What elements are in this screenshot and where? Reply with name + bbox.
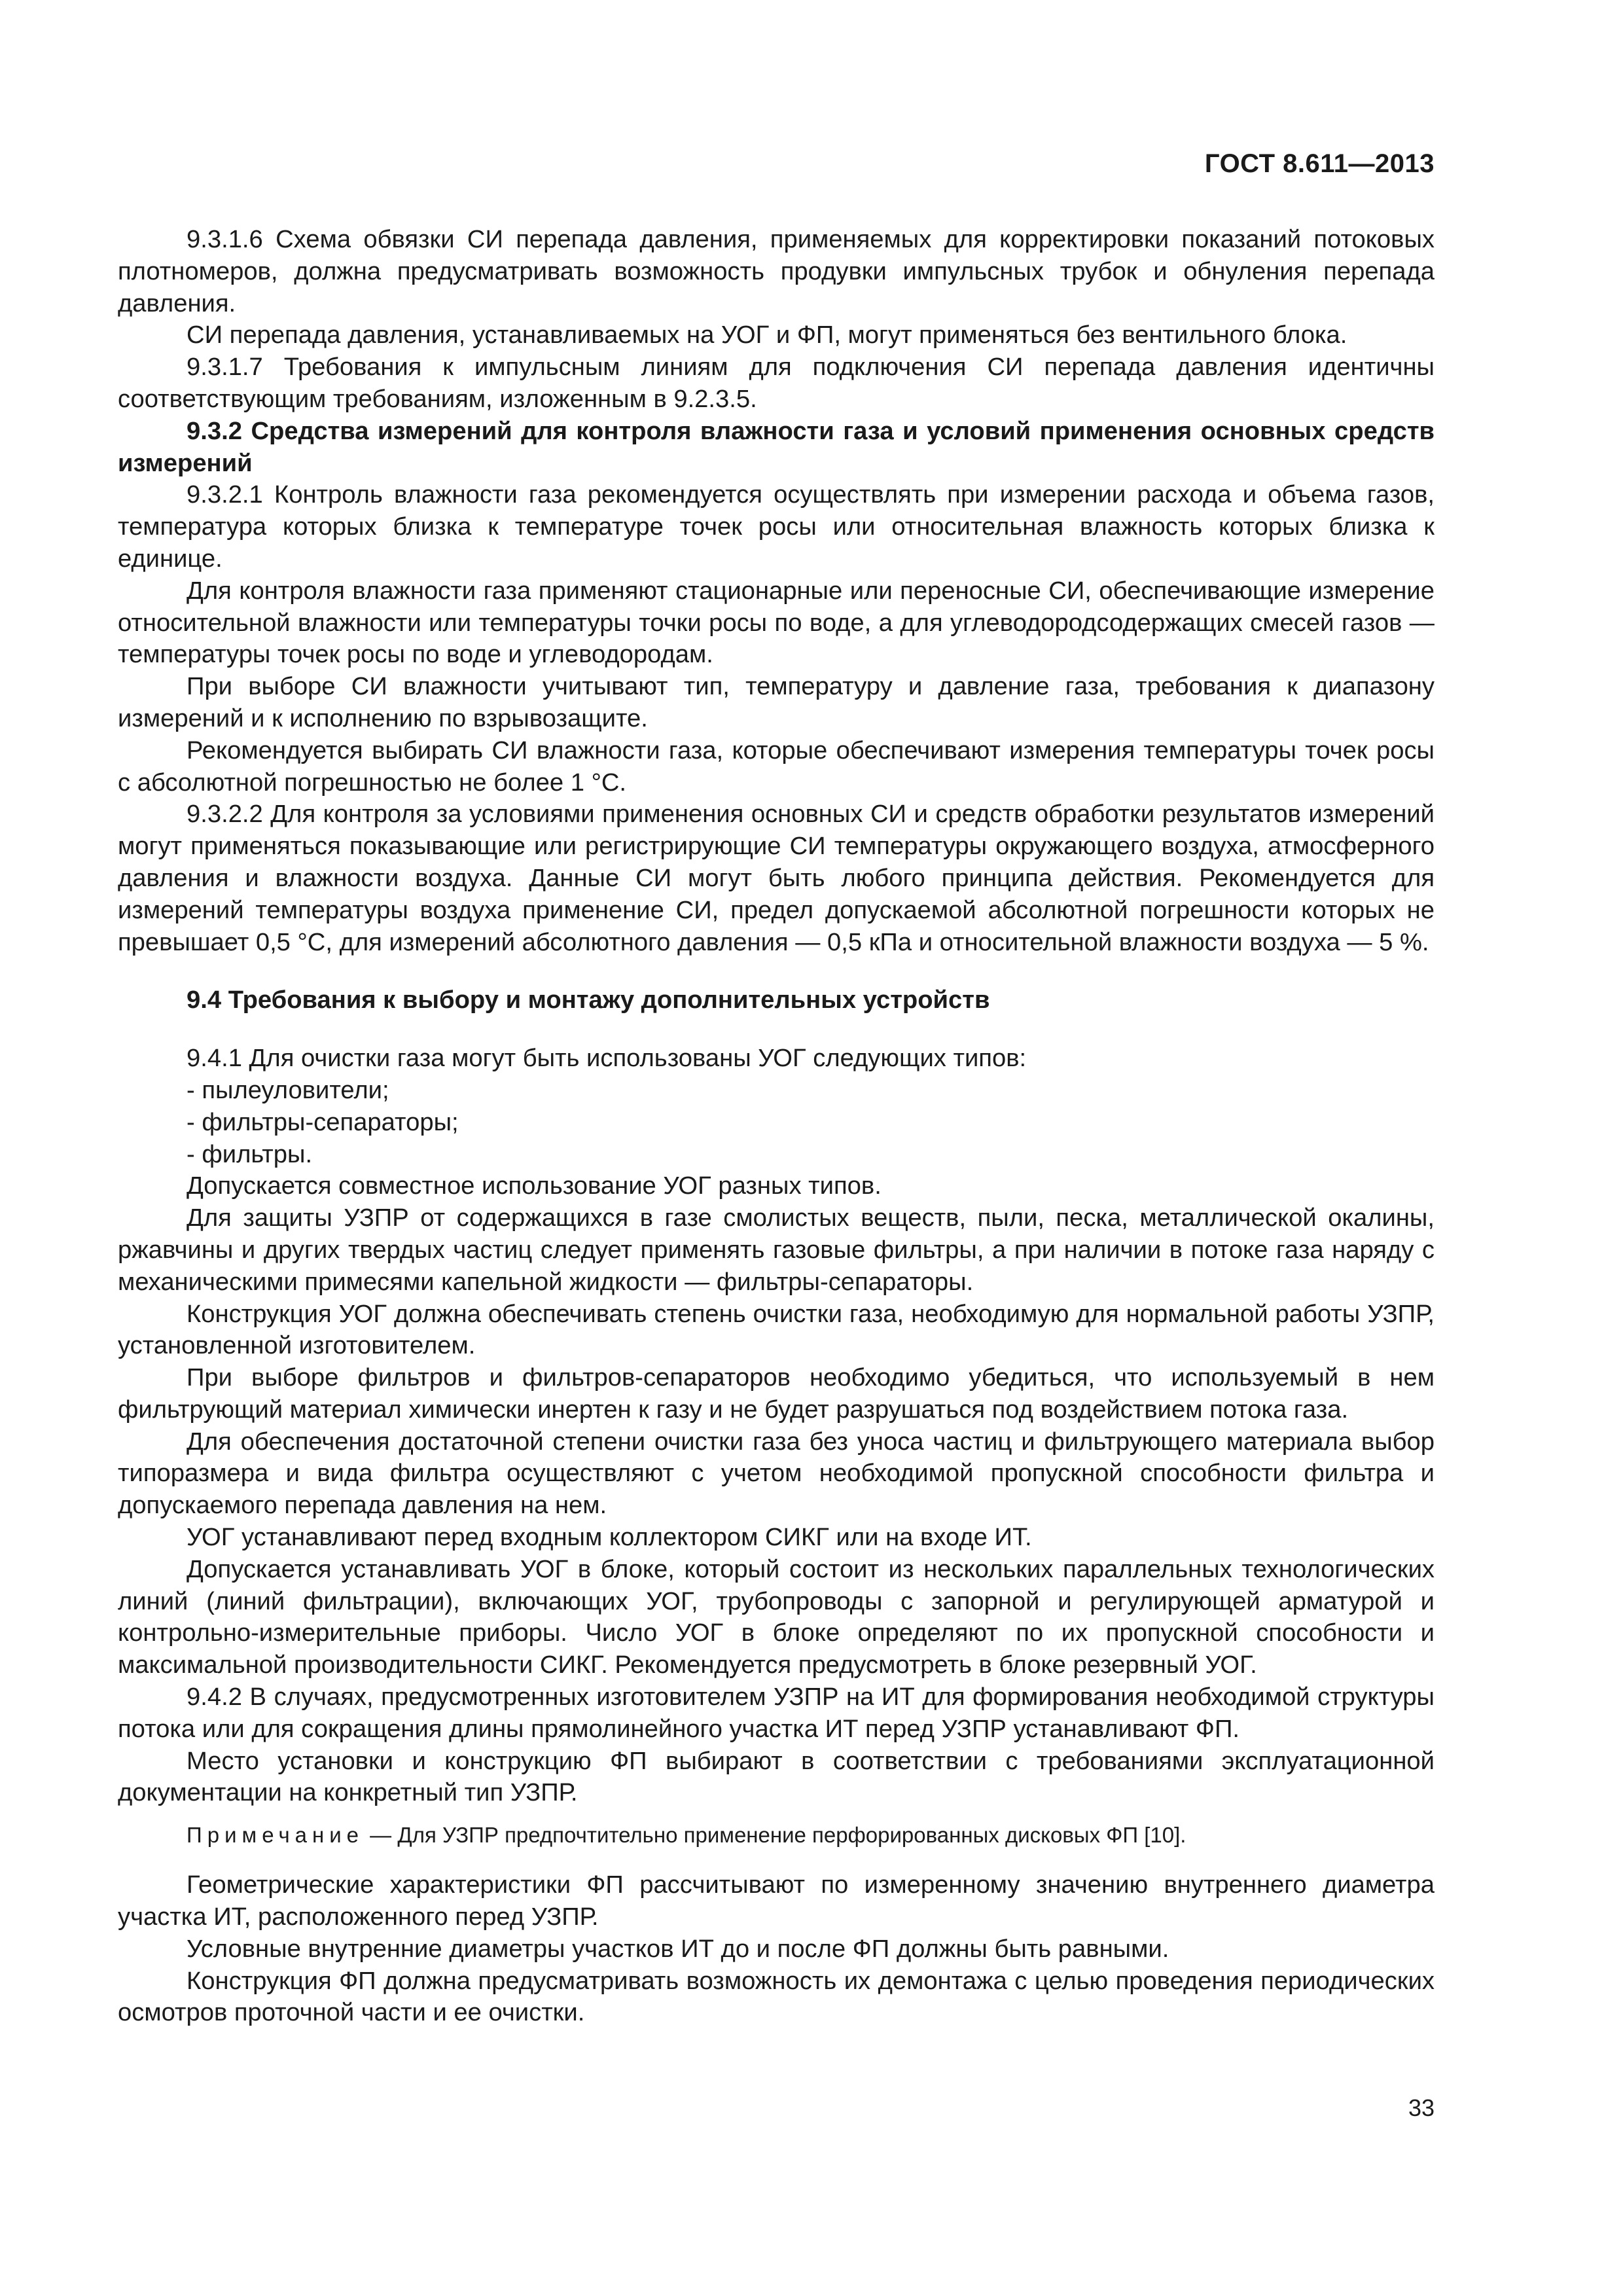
paragraph: Для защиты УЗПР от содержащихся в газе смолистых веществ, пыли, песка, металлической окалины, ржавчины и других твердых частиц следует применять газовые фильтры, а при наличии в потоке газа наряду с механическими примесями капельной жидкости — фильтры-сепараторы. <box>118 1204 1435 1296</box>
paragraph-9-4-2: 9.4.2 В случаях, предусмотренных изготовителем УЗПР на ИТ для формирования необходимой структуры потока или для сокращения длины прямолинейного участка ИТ перед УЗПР устанавливают ФП. <box>118 1683 1435 1743</box>
list-item: - фильтры-сепараторы; <box>187 1107 459 1136</box>
paragraph-9-3-2-2: 9.3.2.2 Для контроля за условиями применения основных СИ и средств обработки результатов измерений могут применяться показывающие или регистрирующие СИ температуры окружающего воздуха, атмосферного давления и влажности воздуха. Данные СИ могут быть любого принципа действия. Рекомендуется для измерений температуры воздуха применение СИ, предел допускаемой абсолютной погрешности которых не превышает 0,5 °С, для измерений абсолютного давления — 0,5 кПа и относительной влажности воздуха — 5 %. <box>118 800 1435 956</box>
paragraph: Для обеспечения достаточной степени очистки газа без уноса частиц и фильтрующего материала выбор типоразмера и вида фильтра осуществляют с учетом необходимой пропускной способности фильтра и допускаемого перепада давления на нем. <box>118 1427 1435 1520</box>
paragraph: Допускается совместное использование УОГ разных типов. <box>187 1172 882 1200</box>
paragraph-9-3-1-6: 9.3.1.6 Схема обвязки СИ перепада давления, применяемых для корректировки показаний потоковых плотномеров, должна предусматривать возможность продувки импульсных трубок и обнуления перепада давления. <box>118 225 1435 317</box>
paragraph-9-3-2-1: 9.3.2.1 Контроль влажности газа рекомендуется осуществлять при измерении расхода и объема газов, температура которых близка к температуре точек росы или относительная влажность которых близка к единице. <box>118 480 1435 573</box>
note <box>118 1821 1435 1850</box>
document-body <box>118 224 1435 2029</box>
note-label: Примечание <box>187 1823 365 1848</box>
paragraph: Допускается устанавливать УОГ в блоке, который состоит из нескольких параллельных технологических линий (линий фильтрации), включающих УОГ, трубопроводы с запорной и регулирующей арматурой и контрольно-измерительные приборы. Число УОГ в блоке определяют по их пропускной способности и максимальной производительности СИКГ. Рекомендуется предусмотреть в блоке резервный УОГ. <box>118 1554 1435 1679</box>
paragraph: Для контроля влажности газа применяют стационарные или переносные СИ, обеспечивающие измерение относительной влажности или температуры точки росы по воде, а для углеводородсодержащих смесей газов — температуры точек росы по воде и углеводородам. <box>118 576 1435 669</box>
paragraph: УОГ устанавливают перед входным коллектором СИКГ или на входе ИТ. <box>187 1523 1032 1552</box>
paragraph: При выборе фильтров и фильтров-сепараторов необходимо убедиться, что используемый в нем фильтрующий материал химически инертен к газу и не будет разрушаться под воздействием потока газа. <box>118 1363 1435 1424</box>
list-item: - фильтры. <box>187 1139 313 1168</box>
paragraph: СИ перепада давления, устанавливаемых на УОГ и ФП, могут применяться без вентильного блока. <box>187 321 1347 350</box>
paragraph: Рекомендуется выбирать СИ влажности газа, которые обеспечивают измерения температуры точек росы с абсолютной погрешностью не более 1 °С. <box>118 736 1435 797</box>
paragraph: Место установки и конструкцию ФП выбирают в соответствии с требованиями эксплуатационной документации на конкретный тип УЗПР. <box>118 1746 1435 1807</box>
page-number: 33 <box>1408 2094 1435 2121</box>
paragraph-9-4-1: 9.4.1 Для очистки газа могут быть использованы УОГ следующих типов: <box>187 1044 1027 1073</box>
paragraph: Условные внутренние диаметры участков ИТ до и после ФП должны быть равными. <box>187 1934 1169 1963</box>
paragraph: Геометрические характеристики ФП рассчитывают по измеренному значению внутреннего диаметра участка ИТ, расположенного перед УЗПР. <box>118 1871 1435 1931</box>
paragraph: При выборе СИ влажности учитывают тип, температуру и давление газа, требования к диапазону измерений и к исполнению по взрывозащите. <box>118 672 1435 732</box>
list-item: - пылеуловители; <box>187 1075 389 1104</box>
document-header: ГОСТ 8.611—2013 <box>1204 149 1435 178</box>
paragraph-9-3-1-7: 9.3.1.7 Требования к импульсным линиям для подключения СИ перепада давления идентичны соответствующим требованиям, изложенным в 9.2.3.5. <box>118 353 1435 413</box>
paragraph: Конструкция УОГ должна обеспечивать степень очистки газа, необходимую для нормальной работы УЗПР, установленной изготовителем. <box>118 1299 1435 1360</box>
paragraph: Конструкция ФП должна предусматривать возможность их демонтажа с целью проведения периодических осмотров проточной части и ее очистки. <box>118 1966 1435 2027</box>
section-heading-9-4: 9.4 Требования к выбору и монтажу дополнительных устройств <box>187 986 990 1014</box>
note-text: — Для УЗПР предпочтительно применение перфорированных дисковых ФП [10]. <box>364 1823 1186 1848</box>
section-heading-9-3-2: 9.3.2 Средства измерений для контроля влажности газа и условий применения основных средств измерений <box>118 416 1435 477</box>
